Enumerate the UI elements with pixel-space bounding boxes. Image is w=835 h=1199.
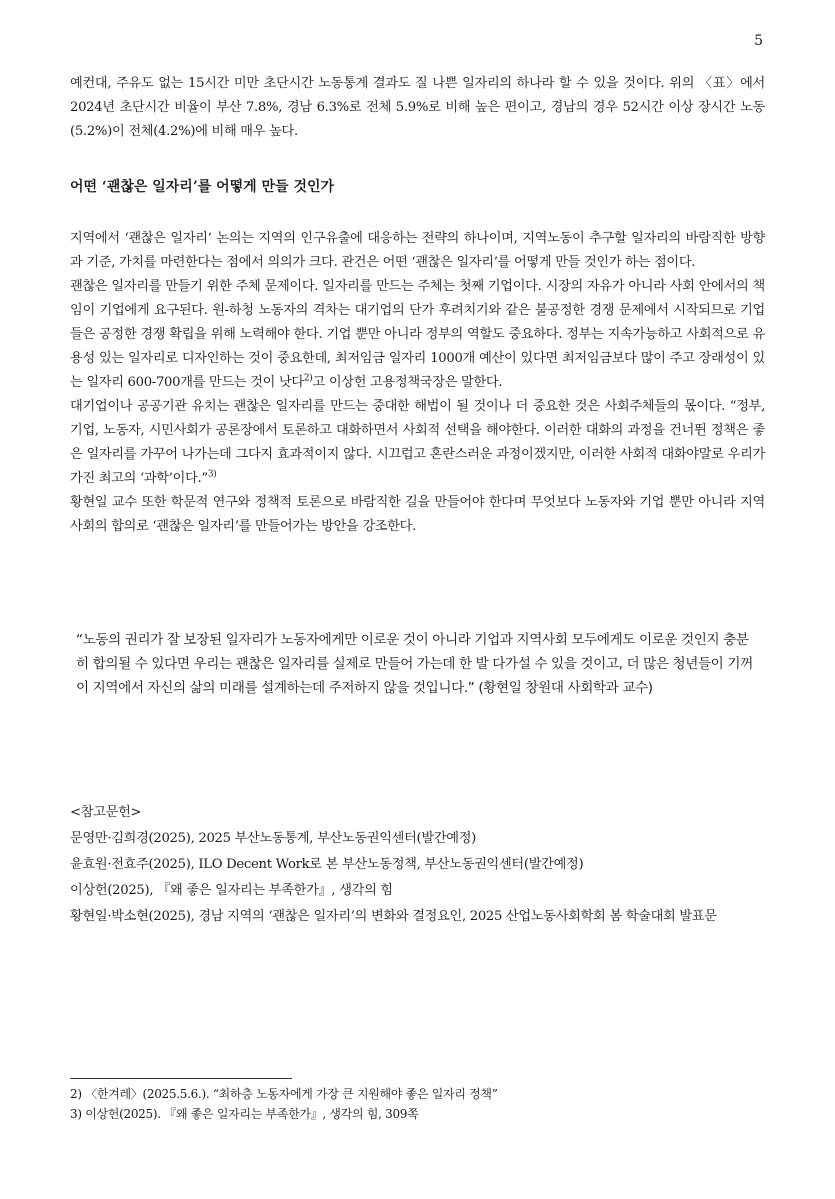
section-body: [70, 227, 765, 539]
footnote-3: 3) 이상헌(2025). 『왜 좋은 일자리는 부족한가』, 생각의 힘, 309쪽: [70, 1107, 419, 1121]
paragraph-intro: 예컨대, 주유도 없는 15시간 미만 초단시간 노동통계 결과도 질 나쁜 일자리의 하나라 할 수 있을 것이다. 위의 〈표〉에서 2024년 초단시간 비율이 부산 7.8%, 경남 6.3%로 전체 5.9%로 비해 높은 편이고, 경남의 경우 52시간 이상 장시간 노동(5.2%)이 전체(4.2%)에 비해 매우 높다.: [70, 76, 765, 139]
reference-item: 문영만·김희경(2025), 2025 부산노동통계, 부산노동권익센터(발간예정): [70, 831, 476, 846]
footnote-divider: [70, 1078, 292, 1079]
section-heading: 어떤 ‘괜찮은 일자리’를 어떻게 만들 것인가: [70, 179, 335, 195]
reference-item: 이상헌(2025), 『왜 좋은 일자리는 부족한가』, 생각의 힘: [70, 883, 393, 898]
section-paragraph-2-text: 괜찮은 일자리를 만들기 위한 주체 문제이다. 일자리를 만드는 주체는 첫째 기업이다. 시장의 자유가 아니라 사회 안에서의 책임이 기업에게 요구된다. 원-하청 노동자의 격차는 대기업의 단가 후려치기와 같은 불공정한 경쟁 문제에서 시작되므로 기업들은 공정한 경쟁 확립을 위해 노력해야 한다. 기업 뿐만 아니라 정부의 역할도 중요하다. 정부는 지속가능하고 사회적으로 유용성 있는 일자리로 디자인하는 것이 중요한데, 최저임금 일자리 1000개 예산이 있다면 최저임금보다 많이 주고 장래성이 있는 일자리 600-700개를 만드는 것이 낫다: [70, 279, 765, 390]
section-paragraph-1: 지역에서 ‘괜찮은 일자리’ 논의는 지역의 인구유출에 대응하는 전략의 하나이며, 지역노동이 추구할 일자리의 바람직한 방향과 기준, 가치를 마련한다는 점에서 의의가 크다. 관건은 어떤 ‘괜찮은 일자리’를 어떻게 만들 것인가 하는 점이다.: [70, 231, 765, 270]
footnote-ref-2[interactable]: 2): [303, 373, 313, 384]
footnote-2: 2) 〈한겨레〉(2025.5.6.). “최하층 노동자에게 가장 큰 지원해야 좋은 일자리 정책”: [70, 1087, 498, 1101]
references: [70, 800, 765, 930]
section-paragraph-3: [70, 395, 765, 491]
page-number: 5: [754, 33, 763, 49]
section-paragraph-2: [70, 275, 765, 395]
section-paragraph-2-tail: 고 이상헌 고용정책국장은 말한다.: [312, 375, 503, 390]
section-paragraph-3-text: 대기업이나 공공기관 유치는 괜찮은 일자리를 만드는 중대한 해법이 될 것이나 더 중요한 것은 사회주체들의 몫이다. “정부, 기업, 노동자, 시민사회가 공론장에서 토론하고 대화하면서 사회적 선택을 해야한다. 이러한 대화의 과정을 건너뛴 정책은 좋은 일자리를 가꾸어 나가는데 그다지 효과적이지 않다. 시끄럽고 혼란스러운 과정이겠지만, 이러한 사회적 대화야말로 우리가 가진 최고의 ‘과학’이다.”: [70, 399, 765, 486]
reference-item: 윤효원·전효주(2025), ILO Decent Work로 본 부산노동정책, 부산노동권익센터(발간예정): [70, 857, 584, 872]
block-quote: “노동의 권리가 잘 보장된 일자리가 노동자에게만 이로운 것이 아니라 기업과 지역사회 모두에게도 이로운 것인지 충분히 합의될 수 있다면 우리는 괜찮은 일자리를 실제로 만들어 가는데 한 발 다가설 수 있을 것이고, 더 많은 청년들이 기꺼이 지역에서 자신의 삶의 미래를 설계하는데 주저하지 않을 것입니다.” (황현일 창원대 사회학과 교수): [76, 632, 753, 696]
reference-item: 황현일·박소현(2025), 경남 지역의 ‘괜찮은 일자리’의 변화와 결정요인, 2025 산업노동사회학회 봄 학술대회 발표문: [70, 909, 717, 924]
section-paragraph-4: 황현일 교수 또한 학문적 연구와 정책적 토론으로 바람직한 길을 만들어야 한다며 무엇보다 노동자와 기업 뿐만 아니라 지역사회의 합의로 ‘괜찮은 일자리’를 만들어가는 방안을 강조한다.: [70, 495, 765, 534]
footnotes: [70, 1084, 765, 1124]
footnote-ref-3[interactable]: 3): [207, 469, 217, 480]
references-title: <참고문헌>: [70, 805, 142, 820]
